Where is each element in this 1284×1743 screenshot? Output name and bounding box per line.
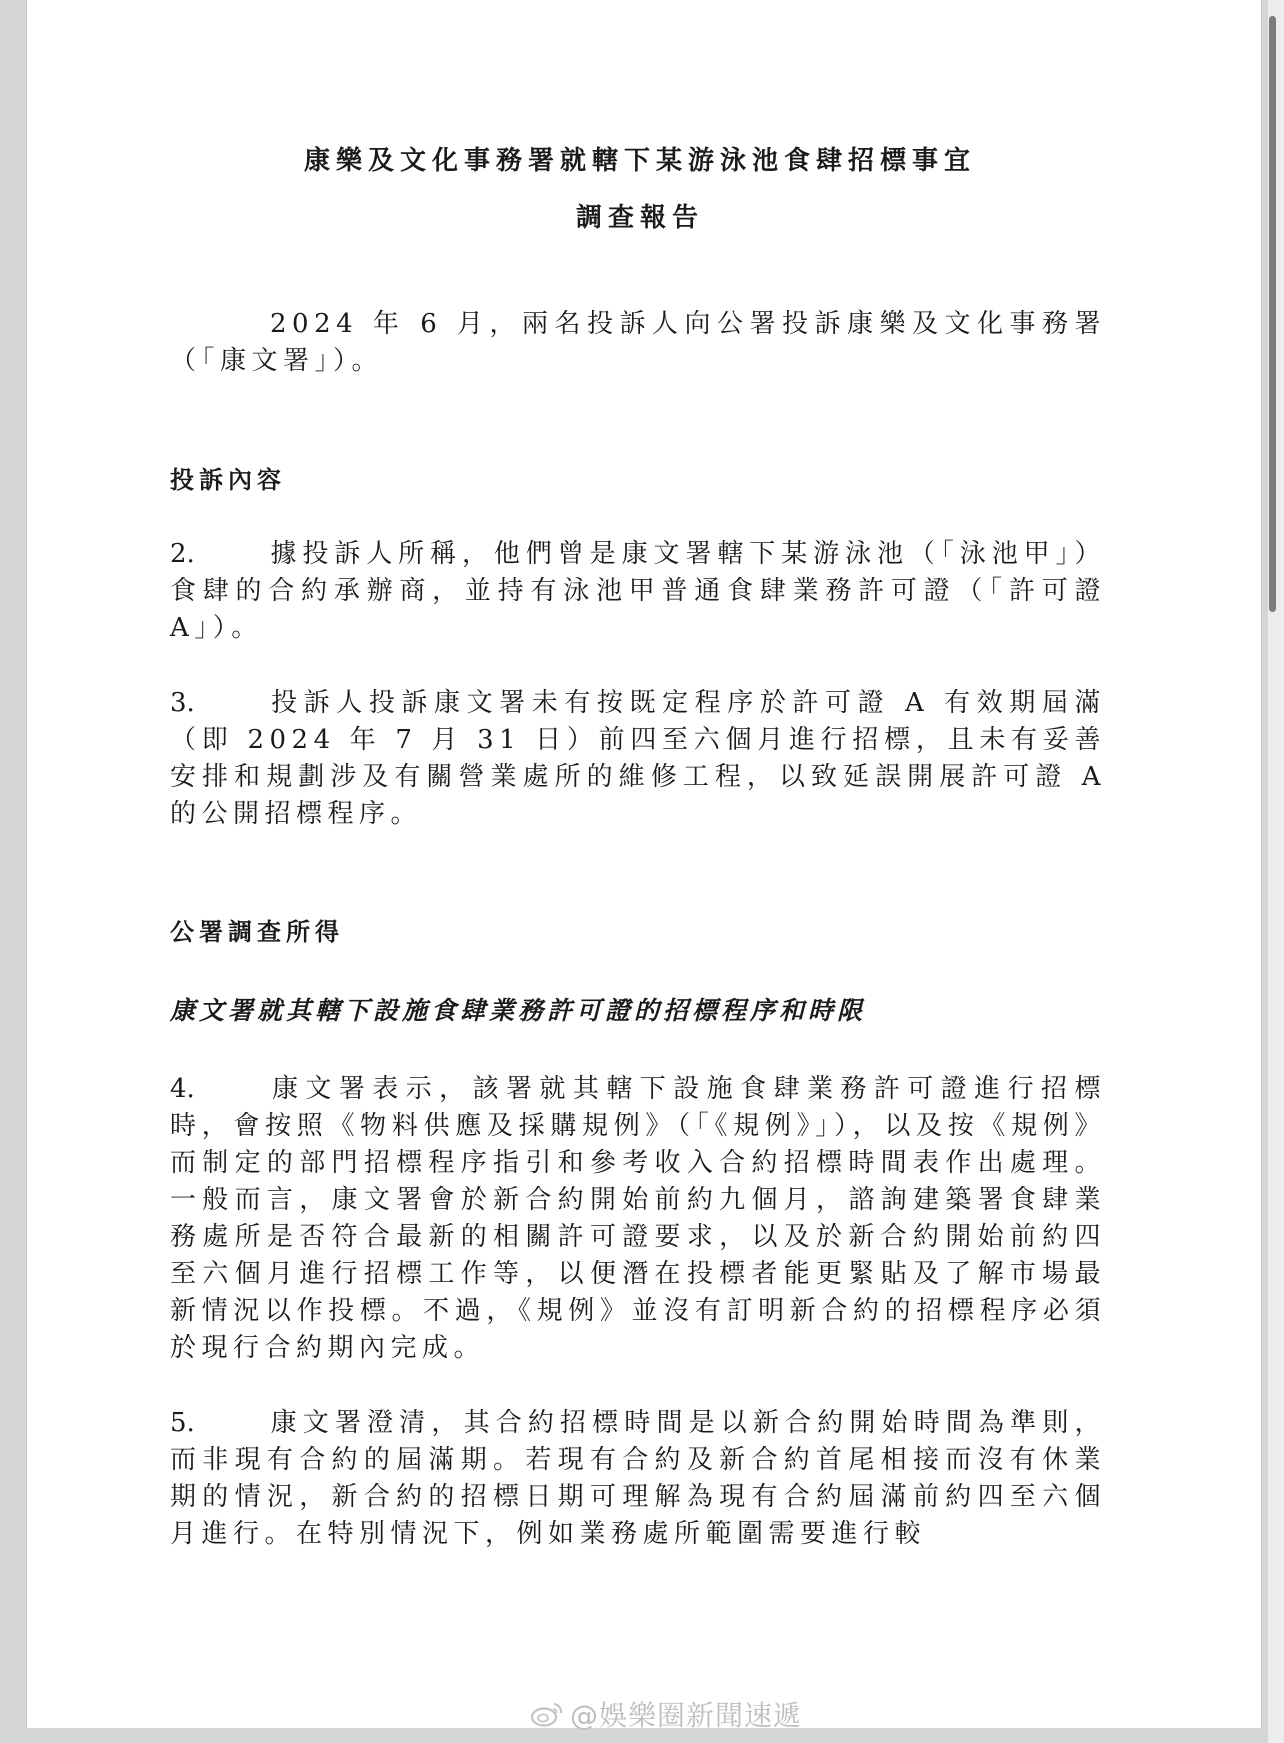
paragraph-text: 康文署澄清，其合約招標時間是以新合約開始時間為準則，而非現有合約的屆滿期。若現有合約及新合約首尾相接而沒有休業期的情況，新合約的招標日期可理解為現有合約屆滿前約四至六個月進行。在特別情況下，例如業務處所範圍需要進行較 (170, 1408, 1106, 1549)
report-title-line1: 康樂及文化事務署就轄下某游泳池食肆招標事宜 (303, 146, 976, 176)
report-title-line2: 調查報告 (575, 203, 704, 233)
watermark-text: @娛樂圈新聞速遞 (570, 1699, 803, 1732)
intro-paragraph: 2024 年 6 月，兩名投訴人向公署投訴康樂及文化事務署（「康文署」）。 (170, 309, 1106, 376)
paragraph-number: 2. (170, 539, 195, 569)
section-heading-findings: 公署調查所得 (170, 918, 344, 946)
weibo-logo-icon (530, 1700, 564, 1728)
paragraph-2 (170, 536, 1106, 647)
scrollbar-thumb[interactable] (1269, 16, 1276, 612)
paragraph-number: 5. (170, 1408, 195, 1438)
paragraph-number: 3. (170, 688, 195, 718)
section-heading-complaint: 投訴內容 (170, 466, 286, 494)
paragraph-text: 據投訴人所稱，他們曾是康文署轄下某游泳池（「泳池甲」）食肆的合約承辦商，並持有泳池甲普通食肆業務許可證（「許可證 A」）。 (170, 539, 1106, 643)
paragraph-text: 投訴人投訴康文署未有按既定程序於許可證 A 有效期屆滿（即 2024 年 7 月 31 日）前四至六個月進行招標，且未有妥善安排和規劃涉及有關營業處所的維修工程，以致延誤開展許可證 A 的公開招標程序。 (170, 688, 1106, 829)
paragraph-3 (170, 685, 1106, 833)
paragraph-text: 康文署表示，該署就其轄下設施食肆業務許可證進行招標時，會按照《物料供應及採購規例》（「《規例》」），以及按《規例》而制定的部門招標程序指引和參考收入合約招標時間表作出處理。一般而言，康文署會於新合約開始前約九個月，諮詢建築署食肆業務處所是否符合最新的相關許可證要求，以及於新合約開始前約四至六個月進行招標工作等，以便潛在投標者能更緊貼及了解市場最新情況以作投標。不過，《規例》並沒有訂明新合約的招標程序必須於現行合約期內完成。 (170, 1074, 1106, 1363)
watermark (530, 1694, 802, 1734)
subsection-heading: 康文署就其轄下設施食肆業務許可證的招標程序和時限 (170, 996, 867, 1025)
report-title (150, 140, 1130, 234)
paragraph-5 (170, 1405, 1106, 1553)
paragraph-4 (170, 1071, 1106, 1367)
paragraph-number: 4. (170, 1074, 195, 1104)
